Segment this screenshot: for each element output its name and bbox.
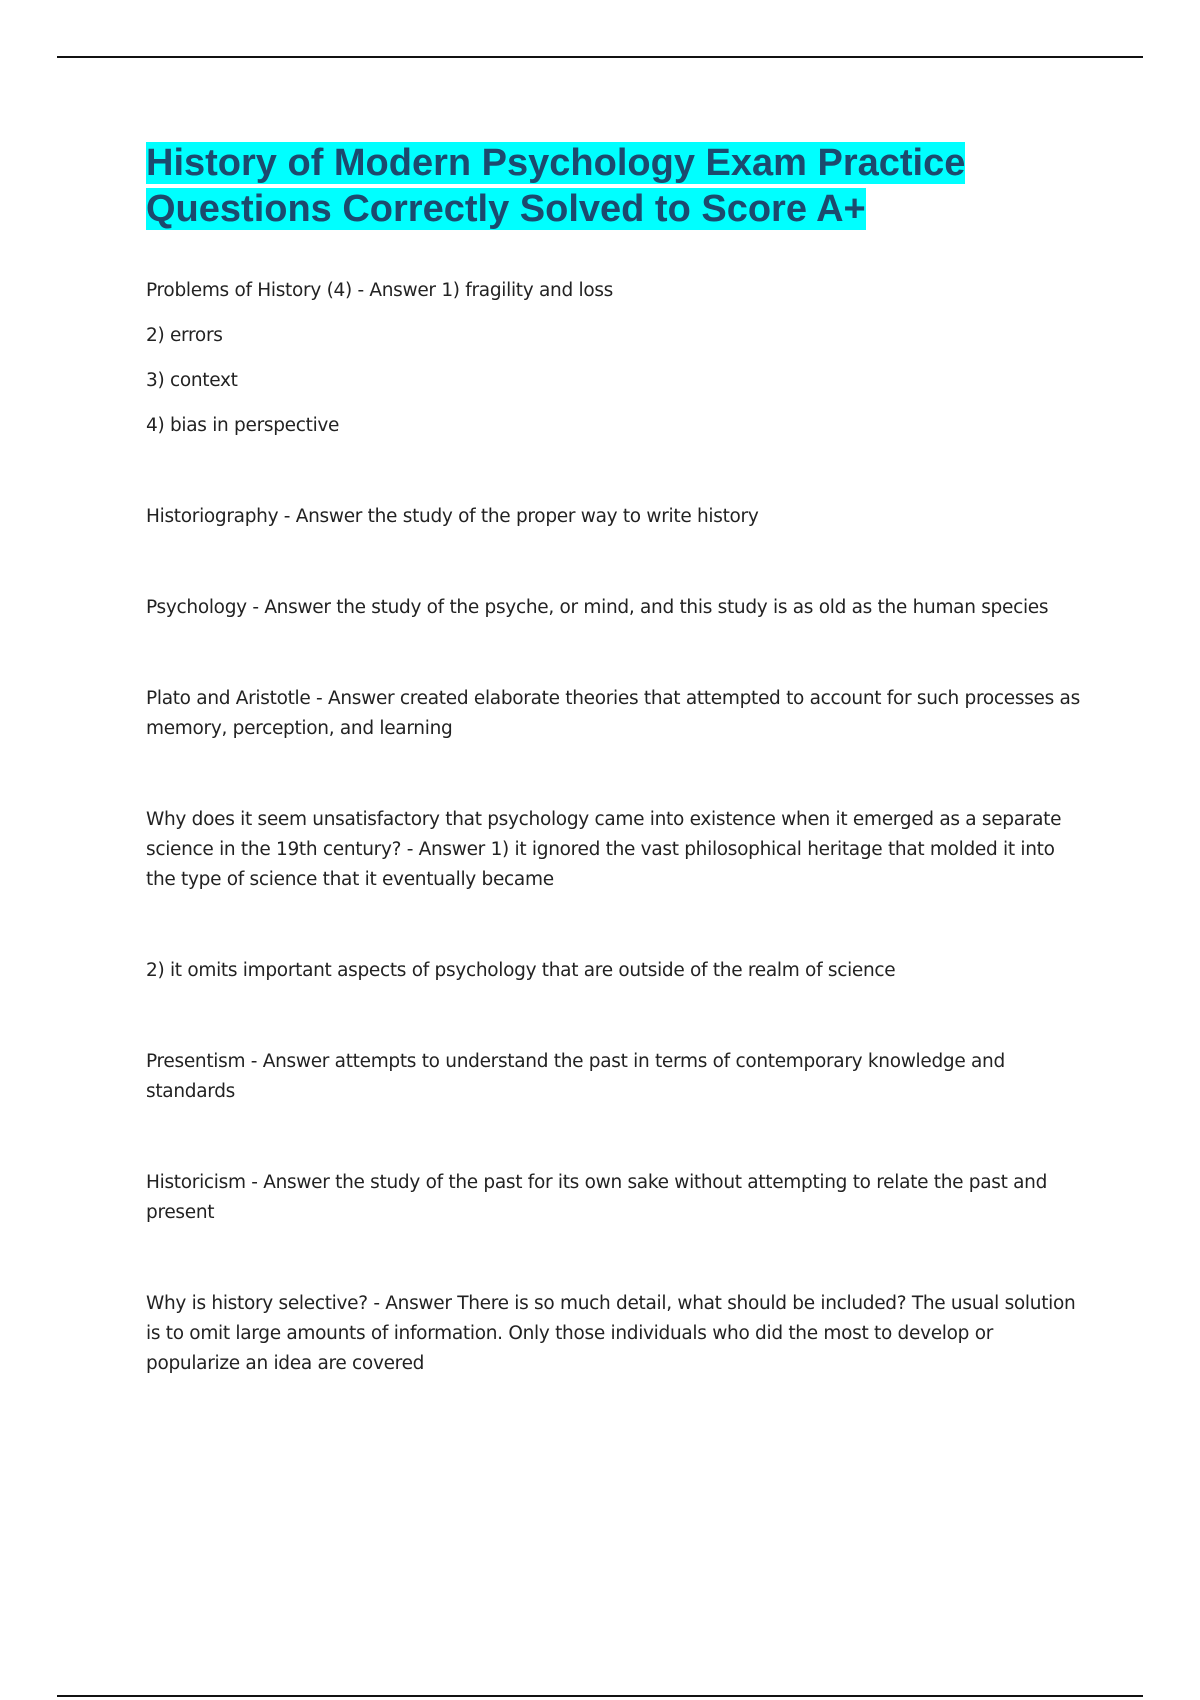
qa-historiography: Historiography - Answer the study of the proper way to write history [146,506,759,527]
document-title-text: History of Modern Psychology Exam Practice Questions Correctly Solved to Score A+ [146,142,966,230]
document-body [146,140,1086,1379]
qa-plato-aristotle: Plato and Aristotle - Answer created elaborate theories that attempted to account for such processes as memory, perception, and learning [146,688,1080,739]
qa-why-unsatisfactory-2: 2) it omits important aspects of psychology that are outside of the realm of science [146,960,896,981]
qa-why-unsatisfactory: Why does it seem unsatisfactory that psychology came into existence when it emerged as a separate science in the 19th century? - Answer 1) it ignored the vast philosophical heritage that molded it into the type of science that it eventually became [146,809,1062,890]
qa-psychology: Psychology - Answer the study of the psyche, or mind, and this study is as old as the human species [146,597,1049,618]
qa-history-selective: Why is history selective? - Answer There is so much detail, what should be included? The usual solution is to omit large amounts of information. Only those individuals who did the most to develop or popularize an idea are covered [146,1293,1076,1374]
document-title [146,140,1086,232]
header-rule [57,56,1143,58]
qa-historicism: Historicism - Answer the study of the past for its own sake without attempting to relate the past and present [146,1172,1048,1223]
footer-rule [57,1695,1143,1697]
qa-presentism: Presentism - Answer attempts to understand the past in terms of contemporary knowledge and standards [146,1051,1005,1102]
qa-problems-item-4: 4) bias in perspective [146,415,340,436]
qa-problems-item-3: 3) context [146,370,238,391]
qa-problems-item-2: 2) errors [146,325,223,346]
qa-problems-of-history: Problems of History (4) - Answer 1) fragility and loss [146,280,614,301]
